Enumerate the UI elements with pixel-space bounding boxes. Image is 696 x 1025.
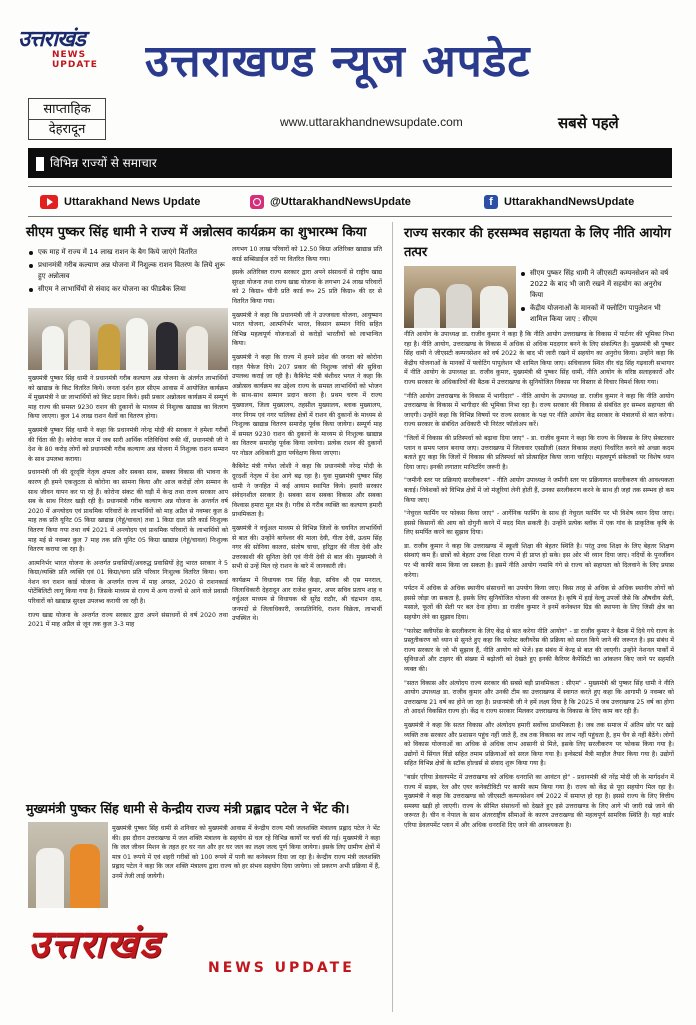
article1-paragraph: मुख्यमंत्री ने कहा कि राज्य में हमने प्रदेश की जनता को कोरोना राहत पैकेज दिये। 207 प्रकार की निशुल्क जांचों की सुविधा उपलब्ध कराई जा रही है। कैबिनेट मंत्री बंशीधर भगत ने कहा कि अन्नोत्सव कार्यक्रम का उद्देश्य राज्य के समस्त लाभार्थियों को भोजन के साथ-साथ सम्मान प्रदान करना है। प्रथम चरण में राज्य मुख्यालय, जिला मुख्यालय, तहसील मुख्यालय, ब्लाक मुख्यालय, नगर निगम एवं नगर पालिका क्षेत्रों में राशन की दुकानों के माध्यम से निःशुल्क खाद्यान्न वितरण समारोह पूर्वक किया जायेगा। सम्पूर्ण माह में समस्त 9230 राशन की दुकानों के माध्यम से निःशुल्क खाद्यान्न का वितरण समारोह पूर्वक किया जायेगा। प्रत्येक राशन की दुकानों पर नोडल अधिकारी द्वारा पर्यवेक्षण किया जाएगा। bbox=[232, 353, 382, 457]
small-logo-line2: NEWS UPDATE bbox=[52, 50, 98, 70]
footer-logo-line2: NEWS UPDATE bbox=[208, 960, 355, 976]
facebook-label: UttarakhandNewsUpdate bbox=[504, 196, 635, 208]
article1-paragraph: इसके अतिरिक्त राज्य सरकार द्वारा अपने संसाधनों से राष्ट्रीय खाद्य सुरक्षा योजना तथा राज्य खाद्य योजना के लगभग 24 लाख परिवारों को 2 किग्रा० चीनी प्रति कार्ड रू० 25 प्रति किग्रा० की दर से वितरित किया गया। bbox=[232, 269, 382, 305]
youtube-link[interactable] bbox=[40, 192, 200, 212]
footer-logo bbox=[28, 921, 378, 984]
article1-paragraph: राज्य खाद्य योजना के अन्तर्गत राज्य सरकार द्वारा अपने संसाधनों से वर्ष 2020 तथा 2021 में माह अप्रैल से जून तक कुल 3-3 माह bbox=[28, 611, 228, 629]
article1-text-col2 bbox=[232, 245, 382, 793]
article2-bullets bbox=[520, 268, 672, 327]
website-url[interactable]: www.uttarakhandnewsupdate.com bbox=[280, 115, 463, 129]
article1-bullet: प्रधानमंत्री गरीब कल्याण अन्न योजना में निशुल्क राशन वितरण के लिये शुरू हुए अन्नोत्सव bbox=[28, 260, 228, 282]
article2-paragraph: "बार्डर एरिया डेवलपमेंट में उत्तराखण्ड को अधिक धनराशि का आवंटन हो" - प्रधानमंत्री श्री नरेंद्र मोदी जी के मार्गदर्शन में राज्य में सड़क, रेल और एयर कनेक्टीविटी पर काफी काम किया गया है। राज्य को केंद्र से पूरा सहयोग मिल रहा है। मुख्यमंत्री ने कहा कि उत्तराखण्ड को जीएसटी कम्पनसेशन वर्ष 2022 में समाप्त हो रहा है। इससे राज्य के लिए वित्तीय समस्या खड़ी हो जाएगी। राज्य के सीमित संसाधनों को देखते हुए इसे उत्तराखण्ड के लिए आगे भी जारी रखे जाने की जरूरत है। चीन व नेपाल के साथ अंतरराष्ट्रीय सीमाओं के कारण उत्तराखण्ड की महत्वपूर्ण सामरिक स्थिति है। यहां बार्डर एरिया डेवलपमेंट प्लान में और अधिक धनराशि दिए जाने की आवश्यकता है। bbox=[404, 773, 674, 829]
article1-paragraph: कार्यक्रम में विधायक राम सिंह कैड़ा, सचिव श्री एस मनराल, जिलाधिकारी देहरादून आर राजेश कुमार, अपर सचिव प्रताप शाह व वर्चुअल माध्यम से विधायक श्री सुरेंद्र राठौर, श्री चंद्रभान दास, जनपदों से जिलाधिकारी, जनप्रतिनिधि, राशन विक्रेता, लाभार्थी उपस्थित थे। bbox=[232, 577, 382, 623]
article1-paragraph: मुख्यमंत्री ने कहा कि प्रधानमंत्री जी ने उज्जवला योजना, आयुष्मान भारत योजना, आत्मनिर्भर भारत, किसान सम्मान निधि सहित विभिन्न महत्वपूर्ण योजनाओं से करोड़ों भारतीयों को लाभान्वित किया। bbox=[232, 311, 382, 348]
social-rule bbox=[28, 216, 672, 217]
facebook-icon: f bbox=[484, 195, 498, 209]
footer-logo-line1: उत्तराखंड bbox=[28, 921, 162, 966]
newspaper-title: उत्तराखण्ड न्यूज अपडेट bbox=[145, 36, 531, 87]
article2-headline: राज्य सरकार की हरसम्भव सहायता के लिए नीति आयोग तत्पर bbox=[404, 226, 671, 260]
small-logo-line1: उत्तराखंड bbox=[18, 26, 85, 52]
weekly-box bbox=[28, 98, 106, 140]
article2-bullet: केंद्रीय योजनाओं के मानकों में फ्लोटिंग पापुलेशन भी शामिल किया जाए : सीएम bbox=[520, 303, 672, 325]
article1-headline: सीएम पुष्कर सिंह धामी ने राज्य में अन्नोत्सव कार्यक्रम का शुभारम्भ किया bbox=[26, 225, 367, 240]
section-bar-label: विभिन्न राज्यों से समाचार bbox=[50, 156, 157, 170]
article2-paragraph: डा. राजीव कुमार ने कहा कि उत्तराखण्ड में स्कूली शिक्षा की बेहतर स्थिति है। परंतु उच्च शिक्षा के लिए बेहतर शिक्षण संस्थाएं कम हैं। छात्रों को बेहतर उच्च शिक्षा राज्य में ही प्राप्त हो सके। इस ओर भी ध्यान दिया जाए। नदियों के पुनर्जीवन पर भी काफी काम किया जा सकता है। इसमें नीति आयोग नमामि गंगे से राज्य को सहायता को दिलवाने के लिए प्रयास करेगा। bbox=[404, 542, 674, 579]
article2-paragraph: नीति आयोग के उपाध्यक्ष डा. राजीव कुमार ने कहा है कि नीति आयोग उत्तराखण्ड के विकास में पार्टनर की भूमिका निभा रहा है। नीति आयोग, उत्तराखण्ड के विकास में अधिक से अधिक मददगार बनने के लिए संकल्पित है। मुख्यमंत्री श्री पुष्कर सिंह धामी ने जीएसटी कम्पनसेशन को वर्ष 2022 के बाद भी जारी रखने में सहयोग का अनुरोध किया। उन्होंने कहा कि केंद्रीय योजनाओं के मानकों में फ्लोटिंग पापुलेशन भी शामिल किया जाए। सचिवालय स्थित वीर चंद्र सिंह गढ़वाली सभागार में नीति आयोग के उपाध्यक्ष डा. राजीव कुमार, मुख्यमंत्री श्री पुष्कर सिंह धामी, नीति आयोग के वरिष्ठ सलाहकारों और राज्य सरकार के अधिकारियों की बैठक में उत्तराखण्ड के सुनियोजित विकास पर विस्तार से विचार विमर्श किया गया। bbox=[404, 331, 674, 386]
article2-paragraph: मुख्यमंत्री ने कहा कि सतत विकास और अंत्योदय हमारी सर्वोच्च प्राथमिकता है। जब तक समाज में अंतिम छोर पर खड़े व्यक्ति तक सरकार और प्रशासन पहुंच नहीं जाते हैं, तब तक विकास का लाभ नहीं पहुंचता है, हम चैन से नहीं बैठेंगे। लोगों को विकास योजनाओं का अधिक से अधिक लाभ आसानी से मिले, इसके लिए सरलीकरण पर फोकस किया गया है। उद्योगों में सिंगल विंडो सहित तमाम प्रक्रियाओं को सरल किया गया है। इन्वेस्टर्स मैत्री माहौल तैयार किया गया है। उद्योगों सहित विभिन्न क्षेत्रों के स्टॉक होल्डर्स से संवाद शुरू किया गया है। bbox=[404, 721, 674, 768]
article3-photo bbox=[28, 822, 108, 908]
youtube-icon bbox=[40, 195, 58, 209]
article2-paragraph: "जमीनी स्तर पर प्रक्रियाएं सरलीकरण" - नीति आयोग उपाध्यक्ष ने जमीनी स्तर पर प्रक्रियागत सरलीकरण की आवश्यकता बताई। निवेशकों को विभिन्न क्षेत्रों में जो मंजूरियां लेनी होती हैं, उनका सरलीकरण करने के साथ ही जहां तक सम्भव हो कम किया जाए। bbox=[404, 477, 674, 504]
article1-paragraph: मुख्यमंत्री पुष्कर सिंह धामी ने कहा कि प्रधानमंत्री नरेन्द्र मोदी की सरकार ने हमेशा गरीबों की चिंता की है। कोरोना काल में जब सारी आर्थिक गतिविधियां रुकी थीं, प्रधानमंत्री जी ने देश के 80 करोड़ लोगों को प्रधानमंत्री गरीब कल्याण अन्न योजना में निशुल्क राशन सम्मान के साथ उपलब्ध कराया। bbox=[28, 426, 228, 463]
article1-bullets bbox=[28, 247, 228, 297]
article2-photo bbox=[404, 266, 516, 328]
weekly-label: साप्ताहिक bbox=[29, 100, 105, 120]
article2-paragraph: पर्यटन में अधिक से अधिक स्थानीय संसाधनों का उपयोग किया जाए। किस तरह से अधिक से अधिक स्थानीय लोगों को इससे जोड़ा जा सकता है, इसके लिए सुनियोजित योजना की जरूरत है। कृषि में हाई वेल्यू उपजों जैसे कि औषधीय सेती, मसाले, फूलों की सेती पर बल देना होगा। डा राजीव कुमार ने इनमें कनेक्शन ग्रिड की स्थापना के लिए जिसी क्षेत्र का सहयोग लेने का सुझाव दिया। bbox=[404, 585, 674, 622]
bar-marker-icon bbox=[36, 157, 44, 171]
article1-paragraph: लगभग 10 लाख परिवारों को 12.50 किग्रा अतिरिक्त खाद्यान्न प्रति कार्ड सब्सिडाईज दरों पर वितरित किया गया। bbox=[232, 246, 382, 263]
social-strip bbox=[28, 192, 672, 212]
article2-paragraph: "नेचुरल फार्मिंग पर फोकस किया जाए" - आर्गेनिक फार्मिंग के साथ ही नेचुरल फार्मिंग पर भी विशेष ध्यान दिया जाए। इससे किसानों की आय को दोगुनी करने में मदद मिल सकती है। उन्होंने प्रत्येक ब्लॉक में एक गांव के प्राकृतिक कृषि के लिए समर्पित करने का सुझाव दिया। bbox=[404, 510, 674, 537]
instagram-icon bbox=[250, 195, 264, 209]
city-label: देहरादून bbox=[48, 122, 86, 137]
section-bar bbox=[28, 148, 672, 178]
article2-text bbox=[404, 330, 674, 1020]
article3-headline: मुख्यमंत्री पुष्कर सिंह धामी से केन्द्रीय राज्य मंत्री प्रह्लाद पटेल ने भेंट की। bbox=[26, 801, 350, 816]
article2-bullet: सीएम पुष्कर सिंह धामी ने जीएसटी कम्पनसेशन को वर्ष 2022 के बाद भी जारी रखने में सहयोग का अनुरोध किया bbox=[520, 268, 672, 301]
instagram-label: @UttarakhandNewsUpdate bbox=[270, 196, 411, 208]
youtube-label: Uttarakhand News Update bbox=[64, 196, 201, 208]
article1-photo bbox=[28, 308, 228, 370]
article1-paragraph: आत्मनिर्भर भारत योजना के अन्तर्गत प्रवासियों/अवरुद्ध प्रवासियों हेतु भारत सरकार ने 5 किग्रा/व्यक्ति प्रति व्यक्ति एवं 01 किग्रा/चना प्रति परिवार निःशुल्क वितरित किया। चना नेशन वन राशन कार्ड योजना के अन्तर्गत राज्य में माह अगस्त, 2020 से राशनकार्ड पोर्टेबिलिटी लागू किया गया है। जिसके माध्यम से राज्य में अन्य राज्यों से आने वाले प्रवासी परिवारों को खाद्यान्न सुरक्षा उपलब्ध करायी जा रही है। bbox=[28, 559, 228, 606]
article1-paragraph: कैबिनेट मंत्री गणेश जोशी ने कहा कि प्रधानमंत्री नरेन्द्र मोदी के दूरदर्शी नेतृत्व में देश आगे बढ़ रहा है। युवा मुख्यमंत्री पुष्कर सिंह धामी ने जनहित में कई आयाम स्थापित किये। हमारी सरकार संवेदनशील सरकार है। सबका साथ सबका विकास और सबका विश्वास हमारा मूल मंत्र है। गरीब से गरीब व्यक्ति का कल्याण हमारी प्राथमिकता है। bbox=[232, 463, 382, 519]
column-divider bbox=[392, 222, 393, 1012]
article1-paragraph: मुख्यमंत्री पुष्कर सिंह धामी ने प्रधानमंत्री गरीब कल्याण अन्न योजना के अंतर्गत लाभार्थियों को खाद्यान्न के किट वितरित किये। जनता दर्शन हाल सीएम आवास में आयोजित कार्यक्रम में मुख्यमंत्री ने छः लाभार्थियों को किट प्रदान किये। इसी प्रकार अन्नोत्सव कार्यक्रम में सम्पूर्ण माह राज्य की समस्त 9230 राशन की दुकानों के माध्यम से निशुल्क खाद्यान्न का वितरण किया जाएगा। कुल 14 लाख राशन थैलों का वितरण होगा। bbox=[28, 375, 228, 421]
article2-paragraph: "फारेस्ट क्लीयरेंस के सरलीकरण के लिए केंद्र से बात करेगा नीति आयोग" - डा राजीव कुमार ने बैठक में दिये गये राज्य के प्रस्तुतीकरण को ध्यान से सुनते हुए कहा कि फारेस्ट क्लीयरेंस की प्रक्रिया को सरल किये जाने की जरूरत है। इस संबंध में राज्य सरकार के जो भी सुझाव हैं, नीति आयोग को भेजें। इस संबंध में केन्द्र से बात की जाएगी। उन्होंने नेशनल पार्कों में सुविधाओं और टाइगर की संख्या में बढ़ोतरी को देखते हुए इनकी कैरियर कैपेसिटी का आंकलन किए जाने पर सहमति व्यक्त की। bbox=[404, 627, 674, 673]
article1-paragraph: मुख्यमंत्री ने वर्चुअल माध्यम से विभिन्न जिलों के चयनित लाभार्थियों से बात की। उन्होंने बागेश्वर की माला देवी, गीता देवी, ऊधम सिंह नगर की सोनिया कालरा, संतोष चाचा, हरिद्वार की नीता देवी और उत्तरकाशी की सुनिता देवी एवं नीनी देवी से बात की। मुख्यमंत्री ने सभी से उन्हें मिल रहे राशन के बारे में जानकारी ली। bbox=[232, 525, 382, 571]
article1-text-col1 bbox=[28, 374, 228, 794]
masthead bbox=[0, 0, 696, 150]
article3-paragraph: मुख्यमंत्री पुष्कर सिंह धामी से शनिवार को मुख्यमंत्री आवास में केन्द्रीय राज्य मंत्री जलशक्ति मंत्रालय प्रह्लाद पटेल ने भेंट की। इस दौरान उत्तराखण्ड में जल शक्ति मंत्रालय के सहयोग से चल रहे विभिन्न कार्यों पर चर्चा की गई। मुख्यमंत्री ने कहा कि जल जीवन मिशन के तहत हर घर नल और हर घर जल का लक्ष्य जल्द पूर्ण किया जायेगा। इसके लिए ग्रामीण क्षेत्रों में मात्र 01 रूपये में एवं शहरी गरीबों को 100 रूपये में पानी का कनेक्शन दिया जा रहा है। केन्द्रीय राज्य मंत्री जलशक्ति प्रह्लाद पटेल ने कहा कि जल शक्ति मंत्रालय द्वारा राज्य को हर संभव सहयोग दिया जायेगा। जो प्रकरण अभी प्रक्रिया में हैं, उनमें तेजी लाई जायेगी। bbox=[112, 825, 380, 880]
article1-bullet: सीएम ने लाभार्थियों से संवाद कर योजना का फीडबैक लिया bbox=[28, 284, 228, 295]
article3-text bbox=[112, 824, 380, 904]
article1-bullet: एक माह में राज्य में 14 लाख राशन के बैग किये जाएंगे वितरित bbox=[28, 247, 228, 258]
article2-paragraph: "जिलों में विकास की प्रतिस्पर्धा को बढ़ावा दिया जाए" - डा. राजीव कुमार ने कहा कि राज्य के विकास के लिए सेक्टरवार प्लान व समय प्लान बनाया जाए। उत्तराखण्ड में जिलावार एसडीजी (सतत विकास लक्ष्य) निर्धारित करने को अच्छा कदम बताते हुए कहा कि जिलों में विकास की प्रतिस्पर्धा को प्रोत्साहित किया जाना चाहिए। महत्वपूर्ण संकेतकों पर विशेष ध्यान दिया जाए। इनकी लगातार मानिटरिंग जरूरी है। bbox=[404, 434, 674, 471]
article1-paragraph: प्रधानमंत्री जी की दूरदृष्टि नेतृत्व क्षमता और सबका साथ, सबका विकास की भावना के कारण ही हमने एकजुटता से कोरोना का सामना किया और आज करोड़ों लोग सम्मान के साथ जीवन यापन कर पा रहे हैं। कोरोना संकट की घड़ी में केन्द्र तथा राज्य सरकार आप सब के साथ निरंतर खड़ी रही है। प्रधानमंत्री गरीब कल्याण अन्न योजना के अन्तर्गत वर्ष 2020 में अन्त्योदय एवं प्राथमिक परिवारों के लाभार्थियों को माह अप्रैल से नवम्बर कुल 8 माह तक प्रति यूनिट 05 किग्रा खाद्यान्न (गेहूं/चावल) तथा 1 किग्रा दाल प्रति कार्ड निःशुल्क वितरण किया गया तथा वर्ष 2021 में अन्त्योदय एवं प्राथमिक परिवारों के लाभार्थियों को माह मई से नवम्बर कुल 7 माह तक प्रति यूनिट 05 किग्रा खाद्यान्न (गेहूं/चावल) निःशुल्क वितरण कराया जा रहा है। bbox=[28, 469, 228, 554]
top-rule bbox=[28, 186, 672, 187]
article2-paragraph: "नीति आयोग उत्तराखण्ड के विकास में भागीदार" - नीति आयोग के उपाध्यक्ष डा. राजीव कुमार ने कहा कि नीति आयोग उत्तराखण्ड के विकास में भागीदार की भूमिका निभा रहा है। राज्य सरकार की विकास से संबंधित हर सम्भव सहायता की जाएगी। उन्होंने कहा कि विभिन्न विषयों पर राज्य सरकार के पक्ष पर नीति आयोग केंद्र सरकार के मंत्रालयों से बात करेगा। राज्य सरकार के संबंधित अधिकारी भी निरंतर फॉलोअप करें। bbox=[404, 392, 674, 429]
facebook-link[interactable] bbox=[484, 192, 634, 212]
instagram-link[interactable] bbox=[250, 192, 411, 212]
article2-paragraph: "सतत विकास और अंत्योदय राज्य सरकार की सबसे बड़ी प्राथमिकता : सीएम" - मुख्यमंत्री श्री पुष्कर सिंह धामी ने नीति आयोग उपाध्यक्ष डा. राजीव कुमार और उनकी टीम का उत्तराखण्ड में स्वागत करते हुए कहा कि आगामी 9 नवम्बर को उत्तराखण्ड 21 वर्ष का होने जा रहा है। प्रधानमंत्री जी ने हमें लक्ष्य दिया है कि 2025 में जब उत्तराखण्ड 25 वर्ष का होगा तो आदर्श विकसित राज्य हो। केंद्र व राज्य सरकार मिलकर उत्तराखण्ड के विकास के लिए काम कर रही हैं। bbox=[404, 679, 674, 716]
small-logo bbox=[18, 28, 136, 68]
tagline: सबसे पहले bbox=[558, 114, 619, 132]
